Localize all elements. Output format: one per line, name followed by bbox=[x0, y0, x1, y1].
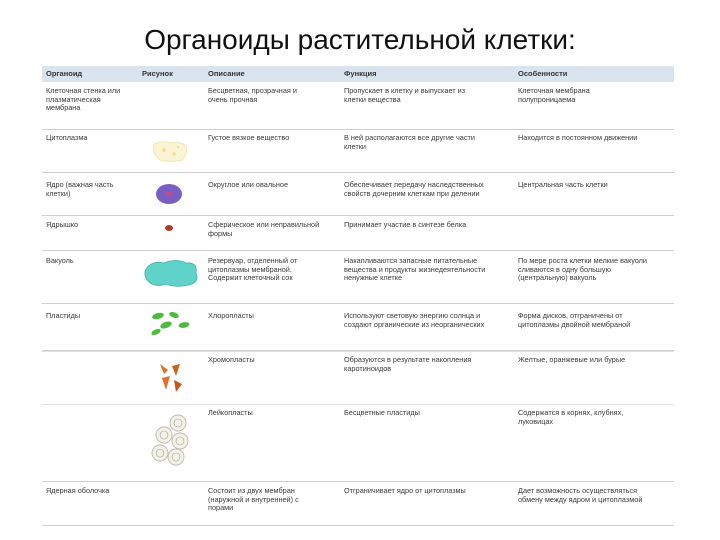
function-cell: Образуются в результате накопления каротиноидов bbox=[344, 355, 472, 373]
nucleolus-icon bbox=[162, 222, 176, 234]
table-row bbox=[42, 351, 674, 405]
features-cell: Находится в постоянном движении bbox=[518, 133, 638, 142]
features-cell: Желтые, оранжевые или бурые bbox=[518, 355, 626, 364]
organoid-cell: Ядрышко bbox=[46, 220, 79, 229]
chromoplast-icon bbox=[156, 360, 186, 394]
description-cell: Состоит из двух мембран (наружной и внутренней) с порами bbox=[208, 486, 299, 513]
table-row bbox=[42, 173, 674, 216]
description-cell: Округлое или овальное bbox=[208, 180, 289, 189]
function-cell: Накапливаются запасные питательные вещества и продукты жизнедеятельности ненужные клетке bbox=[344, 256, 486, 283]
features-cell: По мере роста клетки мелкие вакуоли сливаются в одну большую (центральную) вакуоль bbox=[518, 256, 648, 283]
leucoplast-icon bbox=[146, 413, 196, 469]
chloroplast-icon bbox=[146, 308, 198, 338]
table-row bbox=[42, 304, 674, 351]
function-cell: Пропускает в клетку и выпускает из клетки вещества bbox=[344, 86, 466, 104]
table-row bbox=[42, 83, 674, 130]
header-features: Особенности bbox=[518, 69, 568, 78]
organoid-cell: Клеточная стенка или плазматическая мембрана bbox=[46, 86, 121, 113]
organoid-cell: Ядро (важная часть клетки) bbox=[46, 180, 114, 198]
features-cell: Форма дисков, отграничены от цитоплазмы двойной мембраной bbox=[518, 311, 631, 329]
function-cell: Принимает участие в синтезе белка bbox=[344, 220, 467, 229]
cytoplasm-icon bbox=[150, 138, 190, 164]
vacuole-icon bbox=[142, 257, 202, 289]
organoid-cell: Цитоплазма bbox=[46, 133, 88, 142]
description-cell: Лейкопласты bbox=[208, 408, 253, 417]
header-organoid: Органоид bbox=[46, 69, 83, 78]
organoid-cell: Ядерная оболочка bbox=[46, 486, 110, 495]
table-row bbox=[42, 130, 674, 173]
header-description: Описание bbox=[208, 69, 245, 78]
function-cell: В ней располагаются все другие части клетки bbox=[344, 133, 475, 151]
header-function: Функция bbox=[344, 69, 377, 78]
header-picture: Рисунок bbox=[142, 69, 173, 78]
table-header bbox=[42, 66, 674, 82]
nucleus-icon bbox=[154, 182, 184, 206]
function-cell: Обеспечивает передачу наследственных свойств дочерним клеткам при делении bbox=[344, 180, 484, 198]
organoid-cell: Вакуоль bbox=[46, 256, 74, 265]
table-row bbox=[42, 251, 674, 304]
function-cell: Используют световую энергию солнца и создают органические из неорганических bbox=[344, 311, 485, 329]
slide-title: Органоиды растительной клетки: bbox=[144, 24, 576, 55]
features-cell: Дает возможность осуществляться обмену между ядром и цитоплазмой bbox=[518, 486, 643, 504]
description-cell: Хромопласты bbox=[208, 355, 255, 364]
function-cell: Отграничивает ядро от цитоплазмы bbox=[344, 486, 466, 495]
description-cell: Густое вязкое вещество bbox=[208, 133, 290, 142]
description-cell: Сферическое или неправильной формы bbox=[208, 220, 320, 238]
features-cell: Центральная часть клетки bbox=[518, 180, 608, 189]
organoids-table bbox=[42, 66, 674, 513]
description-cell: Хлоропласты bbox=[208, 311, 254, 320]
features-cell: Клеточная мембрана полупроницаема bbox=[518, 86, 590, 104]
features-cell: Содержатся в корнях, клубнях, луковицах bbox=[518, 408, 624, 426]
table-row bbox=[42, 216, 674, 251]
function-cell: Бесцветные пластиды bbox=[344, 408, 420, 417]
organoid-cell: Пластиды bbox=[46, 311, 81, 320]
description-cell: Резервуар, отделенный от цитоплазмы мембраной. Содержит клеточный сок bbox=[208, 256, 298, 283]
table-row bbox=[42, 481, 674, 526]
description-cell: Бесцветная, прозрачная и очень прочная bbox=[208, 86, 297, 104]
table-row bbox=[42, 404, 674, 482]
